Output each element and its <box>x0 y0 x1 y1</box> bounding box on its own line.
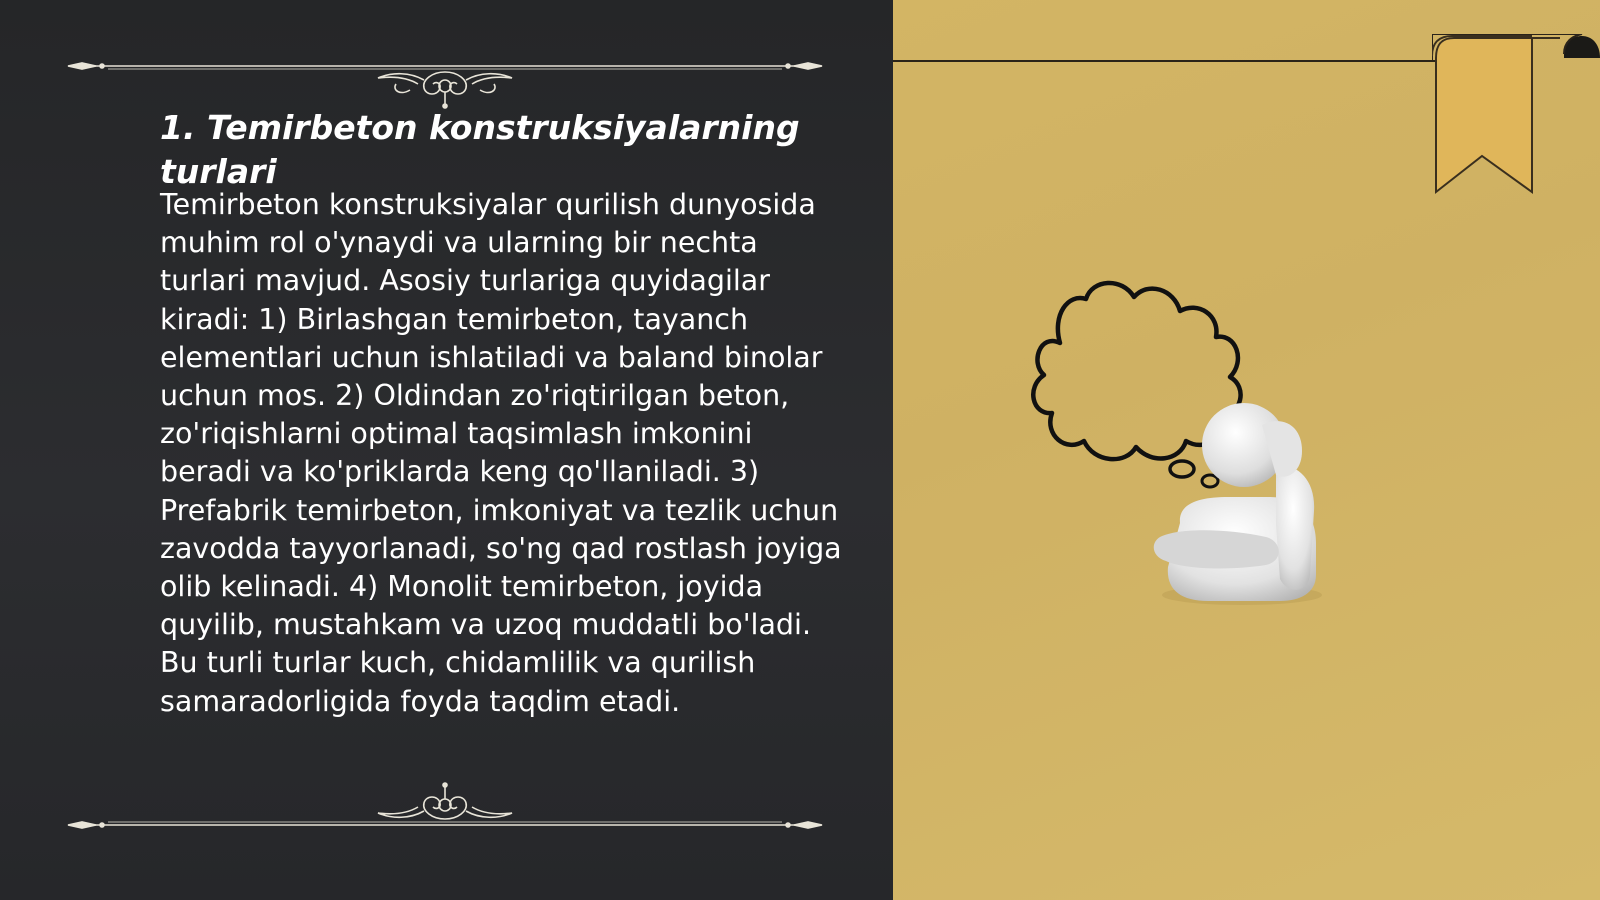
top-horizontal-rule <box>893 60 1438 62</box>
slide-title: 1. Temirbeton konstruksiyalarning turlari <box>160 108 800 191</box>
slide-body-text: Temirbeton konstruksiyalar qurilish dunyosida muhim rol o'ynaydi va ularning bir nechta turlari mavjud. Asosiy turlariga quyidagilar kiradi: 1) Birlashgan temirbeton, tayanch elementlari uchun ishlatiladi va baland binolar uchun mos. 2) Oldindan zo'riqtirilgan beton, zo'riqishlarni optimal taqsimlash imkonini beradi va ko'priklarda keng qo'llaniladi. 3) Prefabrik temirbeton, imkoniyat va tezlik uchun zavodda tayyorlanadi, so'ng qad rostlash joyiga olib kelinadi. 4) Monolit temirbeton, joyida quyilib, mustahkam va uzoq muddatli bo'ladi. Bu turli turlar kuch, chidamlilik va qurilish samaradorligida foyda taqdim etadi. <box>160 188 842 718</box>
flourish-divider-top-icon <box>60 50 830 110</box>
flourish-divider-bottom-icon <box>60 775 830 835</box>
bookmark-ribbon-icon <box>1432 34 1600 204</box>
thinking-person-icon <box>1030 275 1350 620</box>
